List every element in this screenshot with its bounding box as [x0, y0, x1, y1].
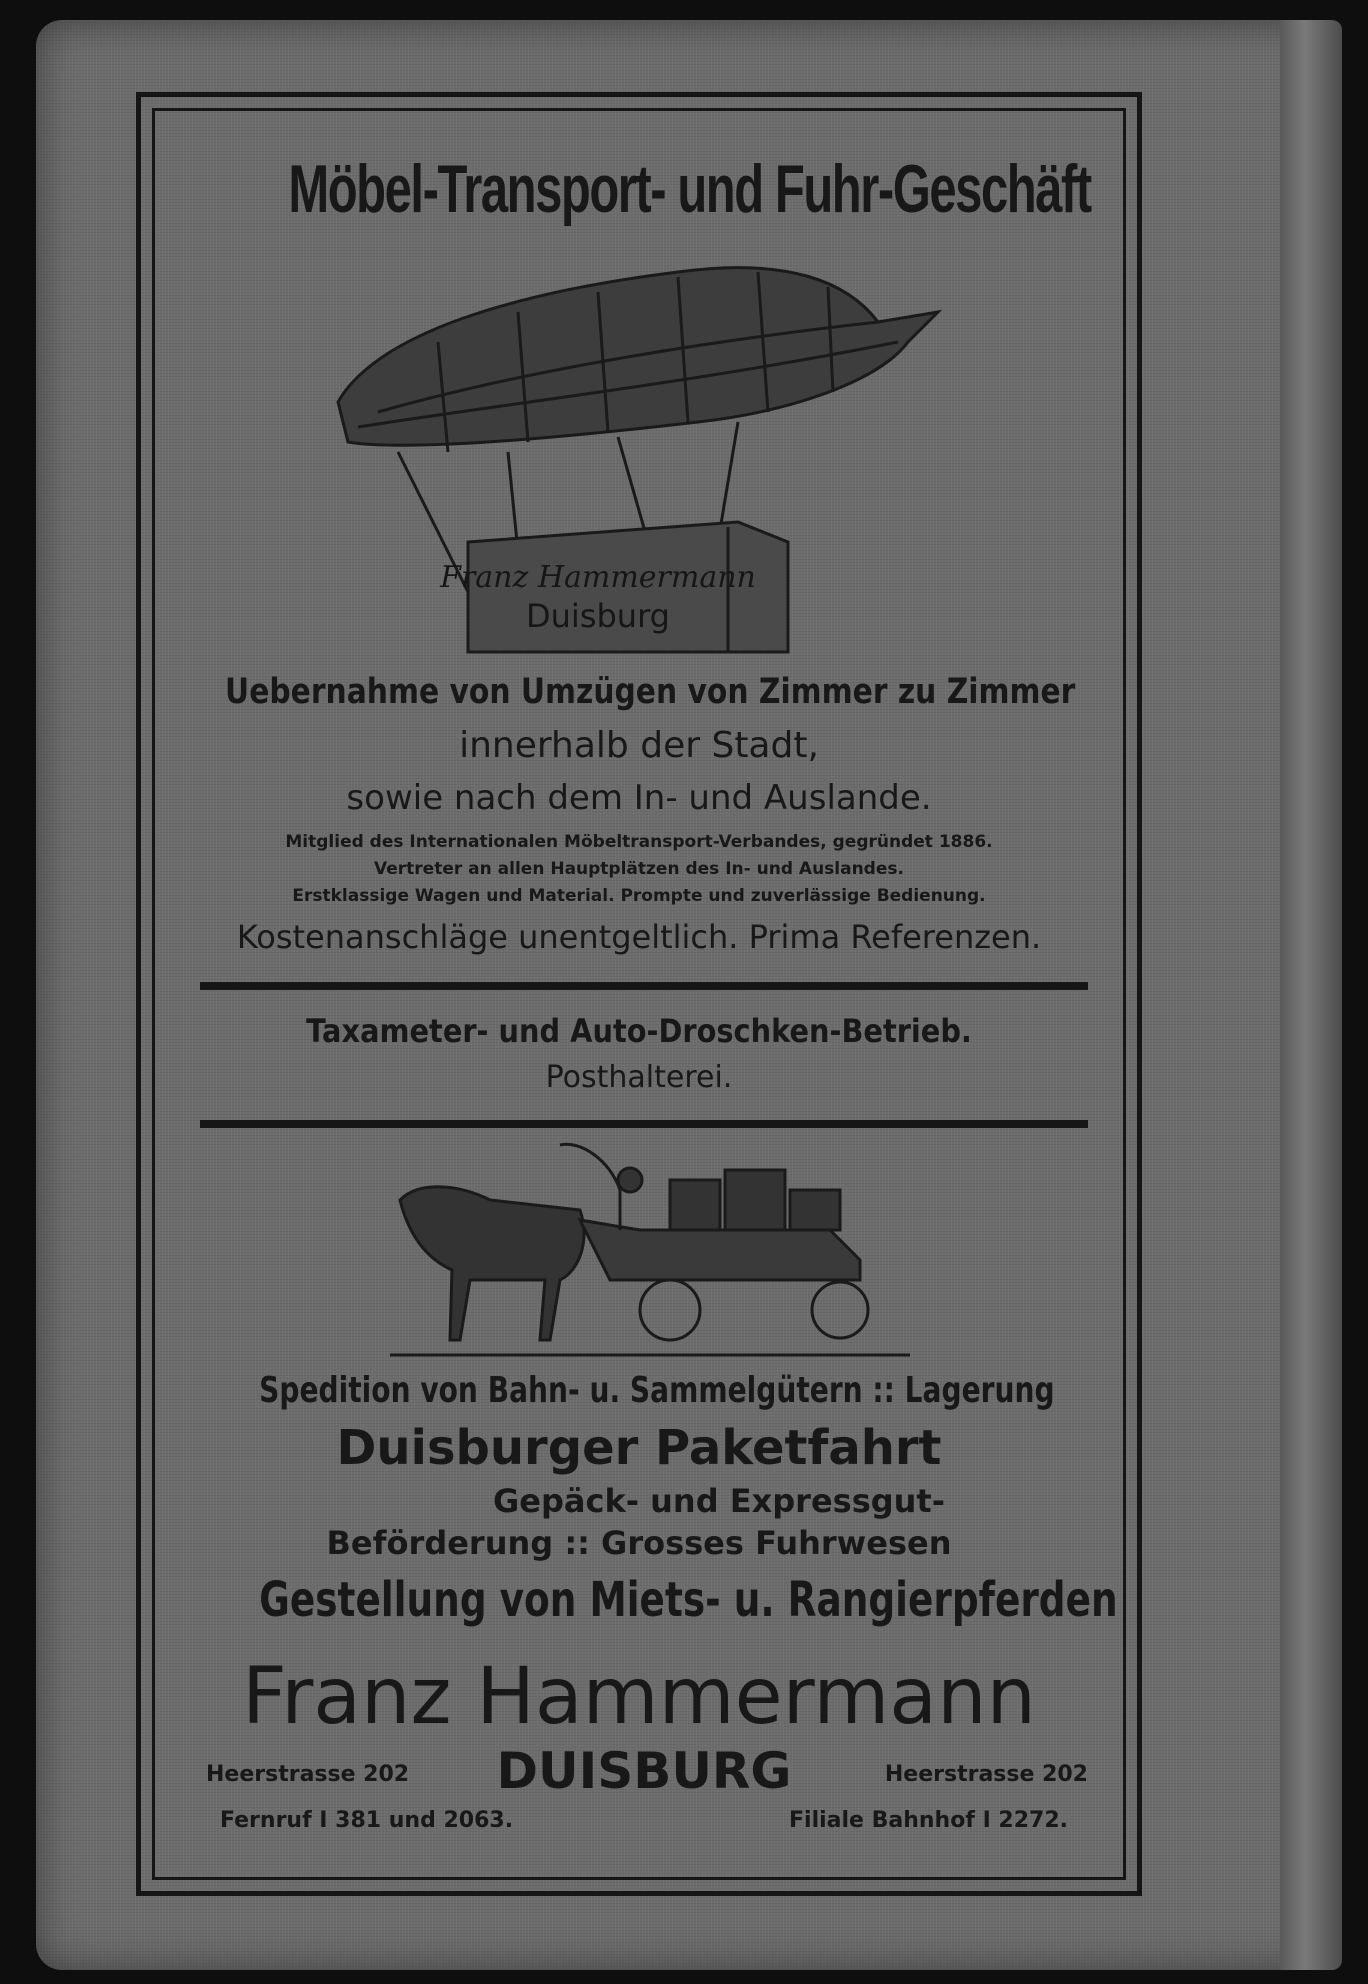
headline: Möbel-Transport- und Fuhr-Geschäft — [288, 151, 1091, 227]
branch-office: Filiale Bahnhof I 2272. — [789, 1808, 1068, 1833]
book-spine — [1280, 20, 1342, 1970]
parcel-line-5: Gestellung von Miets- u. Rangierpferden — [259, 1572, 1118, 1628]
taxi-line-1: Taxameter- und Auto-Droschken-Betrieb. — [306, 1012, 972, 1050]
moving-line-1: Uebernahme von Umzügen von Zimmer zu Zimmer — [225, 672, 1076, 712]
crate-label-line2: Duisburg — [526, 597, 670, 635]
moving-small-2: Vertreter an allen Hauptplätzen des In- und Auslandes. — [374, 859, 904, 879]
horse-wagon-illustration — [380, 1140, 920, 1370]
phone-numbers: Fernruf I 381 und 2063. — [220, 1808, 514, 1833]
city: DUISBURG — [496, 1742, 792, 1800]
moving-small-3: Erstklassige Wagen und Material. Prompte und zuverlässige Bedienung. — [292, 886, 986, 906]
divider-2 — [200, 1120, 1088, 1128]
moving-line-3: sowie nach dem In- und Auslande. — [346, 778, 932, 818]
moving-small-1: Mitglied des Internationalen Möbeltransport-Verbandes, gegründet 1886. — [285, 832, 993, 852]
zeppelin-illustration — [318, 252, 958, 672]
street-right: Heerstrasse 202 — [884, 1762, 1088, 1787]
divider-1 — [200, 982, 1088, 990]
parcel-line-4: Beförderung :: Grosses Fuhrwesen — [326, 1524, 952, 1562]
street-left: Heerstrasse 202 — [206, 1762, 410, 1787]
crate-label-line1: Franz Hammermann — [440, 560, 756, 595]
parcel-line-2: Duisburger Paketfahrt — [336, 1420, 942, 1476]
company-name: Franz Hammermann — [242, 1652, 1036, 1742]
parcel-line-1: Spedition von Bahn- u. Sammelgütern :: Lagerung — [259, 1370, 1055, 1411]
address-row — [200, 1742, 1088, 1802]
moving-line-2: innerhalb der Stadt, — [459, 725, 819, 766]
parcel-line-3: Gepäck- und Expressgut- — [493, 1482, 945, 1520]
moving-line-4: Kostenanschläge unentgeltlich. Prima Referenzen. — [236, 918, 1042, 956]
taxi-line-2: Posthalterei. — [545, 1060, 733, 1095]
